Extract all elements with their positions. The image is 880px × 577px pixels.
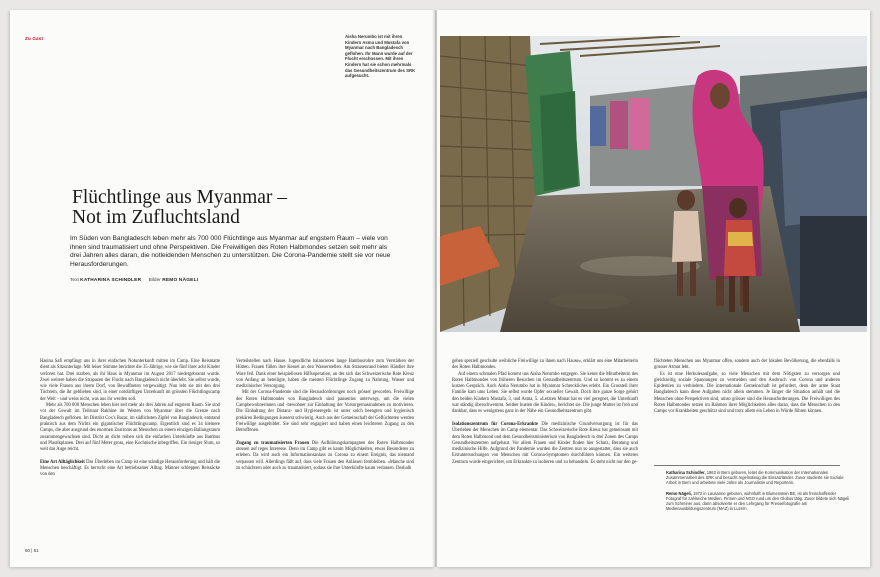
author-bios <box>666 470 852 516</box>
right-page <box>437 10 870 567</box>
paragraph-with-heading: Isolationszentrum für Corona-Erkrankte Die medizinische Grundversorgung ist für das Überleben der Menschen im Camp elementar. Das Schweizerische Rote Kreuz hat gemeinsam mit dem Roten Halbmond und dem Gesundheitsministerium von Bangladesch in drei Zonen des Camps Gesundheitszentren aufgebaut. Vor allem Frauen und Kinder finden hier Schutz, Beratung und medizinische Hilfe. Aufgrund der Pandemie wurden die Zentren nun so ausgestattet, dass sie auch Erstuntersuchungen von Menschen mit Corona-Symptomen durchführen können. Ein weiteres Zentrum wurde eingerichtet, um Erkrankte zu isolieren und zu behandeln. Es steht nicht nur den ge- <box>452 421 638 465</box>
lead-paragraph: Im Süden von Bangladesch leben mehr als 700 000 Flüchtlinge aus Myanmar auf engstem Raum – viele von ihnen sind traumatisiert und ohne Perspektiven. Die Freiwilligen des Roten Halbmondes setzen seit mehr als drei Jahren alles daran, die notleidenden Menschen zu unterstützen. Die Corona-Pandemie stellt sie vor neue Herausforderungen. <box>70 235 391 268</box>
subheading: Zugang zu traumatisierten Frauen <box>236 440 310 446</box>
subheading: Isolationszentrum für Corona-Erkrankte <box>452 421 538 427</box>
subheading: Eine Art Alltäglichkeit <box>40 459 85 465</box>
paragraph: Verteilstellen nach Hause. Jugendliche balancieren lange Bambusrohre zum Verstärken der Hütten. Frauen füllen ihre Kessel an den Wasserstellen. Am Strassenrand bieten Händler ihre Ware feil. Dank einer beispiellosen Hilfsoperation, an der sich das Schweizerische Rote Kreuz von Anfang an beteiligte, haben die meisten Flüchtlinge Zugang zu Nahrung, Wasser und medizinischer Versorgung. <box>236 359 414 390</box>
body-column-2 <box>236 359 414 472</box>
paragraph: flüchteten Menschen aus Myanmar offen, sondern auch der lokalen Bevölkerung, die ebenfalls in grosser Armut lebt. <box>654 359 840 371</box>
body-column-4 <box>654 359 840 416</box>
image-label: Bilder <box>148 278 161 283</box>
credits <box>70 278 198 283</box>
article-title <box>72 188 372 228</box>
camp-photo-image <box>440 36 867 332</box>
title-line-2: Not im Zufluchtsland <box>72 207 240 228</box>
body-column-1 <box>40 359 220 479</box>
paragraph: Auf einem schmalen Pfad kommt uns Aisha Nerumbo entgegen. Sie kennt die Mitarbeiterin des Roten Halbmondes von früheren Besuchen im Gesundheitszentrum. Und so kommt es zu einem kurzen Gespräch. Auch Aisha Nerumbo hat in Myanmar Schreckliches erlebt. Ein Grossteil ihrer Familie kam ums Leben. Sie selbst wurde Opfer sexueller Gewalt. Doch ihre ganze Sorge gehört den beiden Kindern Mustafa, 3, und Asma, 5. «Letzten Monat hat es viel geregnet, die Unterkunft war ständig überschwemmt. Seither husten die Kinder», berichtet sie. Die junge Mutter ist froh und dankbar, dass es wenigstens ganz in der Nähe ein Gesundheitszentrum gibt. <box>452 371 638 415</box>
photo-caption: Aisha Nerumbo ist mit ihren Kindern Asma und Mustafa von Myanmar nach Bangladesch geflohen. Ihr Mann wurde auf der Flucht erschossen. Mit ihren Kindern hat sie schon mehrmals das Gesundheitszentrum des SRK aufgesucht. <box>345 34 416 79</box>
section-tag: Zu Gast <box>25 36 44 41</box>
paragraph-with-heading: Zugang zu traumatisierten Frauen Die Aufklärungskampagnen des Roten Halbmondes stossen auf reges Interesse. Denn im Camp gibt es kaum Möglichkeiten, etwas Besonderes zu erleben. Da wird auch ein Informationsanlass zu Corona zu einem Ereignis, das niemand verpassen will. Allerdings fällt auf, dass viele Frauen den Anlässen fernbleiben. «Manche sind zu schüchtern oder auch zu traumatisiert, sodass sie ihre Unterkünfte kaum verlassen. Deshalb <box>236 440 414 472</box>
paragraph: gehen speziell geschulte weibliche Freiwillige zu ihnen nach Hause», erklärt uns eine Mitarbeiterin des Roten Halbmondes. <box>452 359 638 371</box>
title-line-1: Flüchtlinge aus Myanmar – <box>72 187 288 208</box>
text-label: Text <box>70 278 79 283</box>
page-number: 60 | 61 <box>25 548 39 553</box>
bio-divider <box>654 465 840 466</box>
left-page <box>10 10 435 567</box>
text-author: KATHARINA SCHINDLER <box>80 278 142 283</box>
article-photo <box>440 36 867 332</box>
paragraph: Mit der Corona-Pandemie sind die Herausforderungen noch grösser geworden. Freiwillige des Roten Halbmondes von Bangladesch sind pausenlos unterwegs, um die vielen Campbewohnerinnen und -bewohner zur Einhaltung der Vorsorgemassnahmen zu motivieren. Die Einhaltung der Distanz- und Hygieneregeln ist unter solch beengten und hygienisch prekären Bedingungen äusserst schwierig. Auch aus der Gemeinschaft der Geflüchteten werden Freiwillige ausgebildet. Sie sind sehr engagiert und haben einen leichteren Zugang zu den Betroffenen. <box>236 390 414 434</box>
bio-author: Katharina Schindler, 1963 in Bern geboren, leitet die Kommunikation der Internationalen Zusammenarbeit des SRK und besucht regelmässig die Einsatzländer. Zuvor studierte sie Soziale Arbeit in Bern und arbeitete viele Jahre als Journalistin und Reporterin. <box>666 470 844 486</box>
paragraph: Mehr als 700 000 Menschen leben hier seit mehr als drei Jahren auf engstem Raum. Sie sind vor der Gewalt im Teilstaat Rakhine im Westen von Myanmar über die Grenze nach Bangladesch geflohen. Im Distrikt Cox's Bazar, im südlichsten Zipfel von Bangladesch, entstand praktisch aus dem Nichts ein gigantischer Flüchtlingscamp. Eigentlich sind es 34 kleinere Camps, die aber ausgrund des enormen Zustroms an Menschen zu einem einzigen Ballungsraum zusammengewachsen sind. Dicht an dicht reihen sich die einfachen Unterkünfte aus Bambus und Plastikplanen. Drei auf fünf Meter gross, eine Kochnische inbegriffen. Ein riesiger Slum, so weit das Auge reicht. <box>40 403 220 453</box>
image-author: REMO NÄGELI <box>162 278 199 283</box>
paragraph: Hasina Safi empfängt uns in ihrer einfachen Notunterkunft mitten im Camp. Eine Reismatte dient als Sitzunterlage. Mit leiser Stimme berichtet die 35-Jährige, wie sie fünf ihrer acht Kinder verloren hat. Drei starben, als ihr Haus in Myanmar im August 2017 niedergebrannt wurde. Zwei weitere haben die Strapazen der Flucht nach Bangladesch nicht überlebt. Sie selbst wurde, wie viele Frauen aus ihrem Dorf, von Bewaffneten vergewaltigt. Nun lebt sie mit den drei Töchtern, die ihr geblieben sind, in einer notdürftigen Unterkunft im grössten Flüchtlingscamp der Welt – und weiss nicht, was aus ihr werden soll. <box>40 359 220 402</box>
bio-photographer: Remo Nägeli, 1972 in Lausanne geboren, wohnhaft in Blumenstein BE, ist als freischaffender Fotograf für zahlreiche Medien, Firmen und NGO rund um den Globus tätig. Zuvor bildete sich Nägeli zum Schreiner aus, dann absolvierte er den Lehrgang für Pressefotografie am Medienausbildungszentrum (MAZ) in Luzern. <box>666 490 850 512</box>
paragraph: Es ist eine Herkulesaufgabe, so viele Menschen mit dem Nötigsten zu versorgen und gleichzeitig soziale Spannungen zu vermeiden und den Ausbruch von Corona und anderen Epidemien zu verhindern. Die internationale Gemeinschaft ist gefordert, denn der arme Staat Bangladesch kann diese Aufgaben nicht allein stemmen. Je länger die Situation anhält und die Menschen ohne Perspektiven sind, umso grösser sind die Herausforderungen. Die Freiwilligen des Roten Halbmondes setzen im Rahmen ihrer Möglichkeiten alles daran, dass die Menschen in den Camps vor Krankheiten geschützt sind und trotz allem ein Leben in Würde führen können. <box>654 371 840 415</box>
paragraph-with-heading: Eine Art Alltäglichkeit Das Überleben im Camp ist eine ständige Herausforderung und hält die Menschen beschäftigt. Es herrscht eine Art betriebsamer Alltag. Männer schleppen Reissäcke von den <box>40 459 220 478</box>
body-column-3 <box>452 359 638 466</box>
